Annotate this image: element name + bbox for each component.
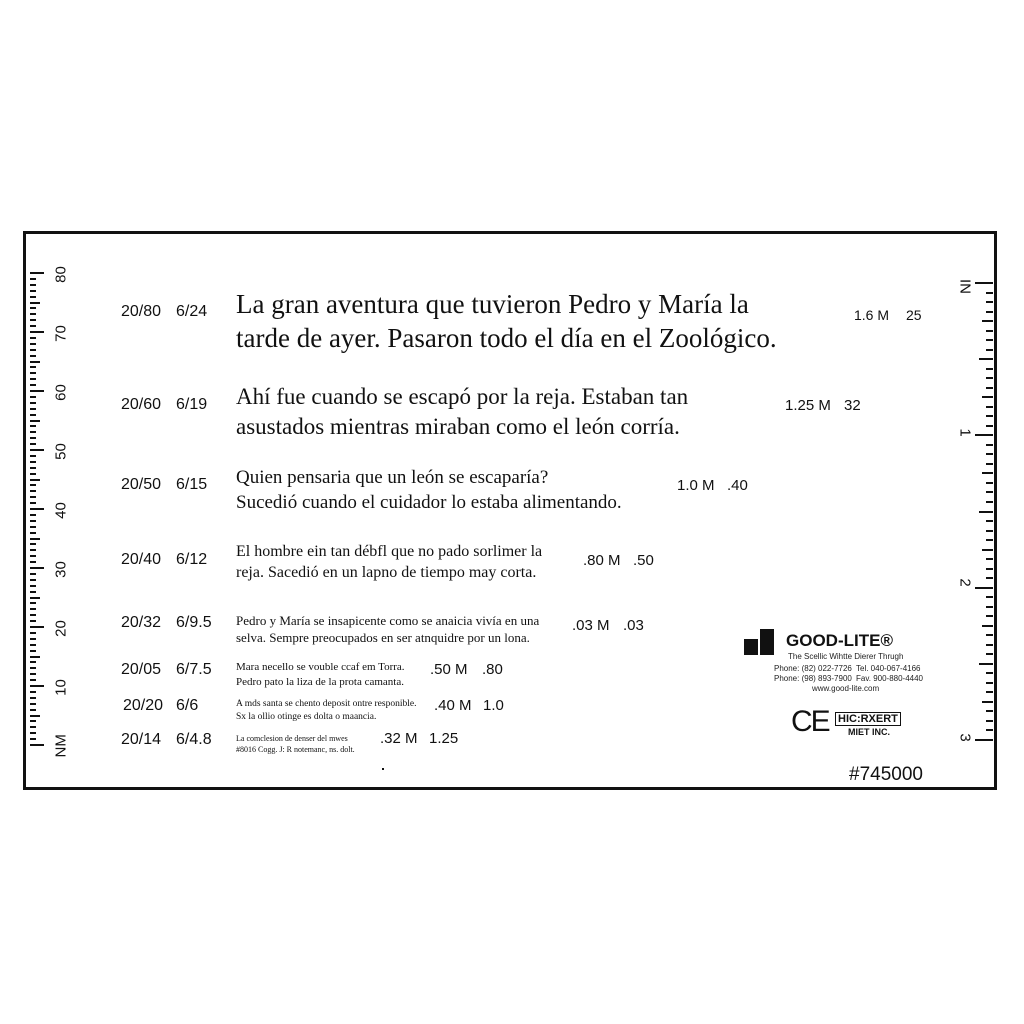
- ruler-tick: [30, 313, 36, 315]
- decimal-value: .03: [623, 617, 644, 634]
- left-ruler-label: 50: [52, 443, 70, 460]
- ruler-tick: [30, 738, 36, 740]
- ruler-tick: [30, 414, 36, 416]
- snellen-value: 20/32: [121, 614, 162, 631]
- ruler-tick: [30, 661, 36, 663]
- ruler-tick: [986, 444, 993, 446]
- ruler-tick: [30, 443, 36, 445]
- ruler-tick: [30, 461, 36, 463]
- m-value: .80 M: [583, 552, 621, 569]
- ruler-tick: [30, 532, 36, 534]
- ruler-tick: [986, 425, 993, 427]
- ruler-tick: [986, 634, 993, 636]
- ruler-tick: [30, 585, 36, 587]
- ruler-tick: [30, 302, 40, 304]
- brand-tagline: The Scellic Wihtte Dierer Thrugh: [788, 652, 904, 661]
- decimal-value: 25: [906, 307, 922, 323]
- metric-value: 6/6: [176, 697, 199, 714]
- left-ruler-label: NM: [52, 734, 70, 758]
- ruler-tick: [986, 720, 993, 722]
- right-ruler-label: 1: [956, 428, 974, 437]
- ruler-tick: [986, 710, 993, 712]
- ruler-tick: [30, 343, 36, 345]
- m-value: .03 M: [572, 617, 610, 634]
- metric-value: 6/24: [176, 303, 208, 320]
- ruler-tick: [30, 396, 36, 398]
- ruler-tick: [986, 482, 993, 484]
- ruler-tick: [30, 709, 36, 711]
- ruler-tick: [982, 396, 993, 398]
- ruler-tick: [30, 644, 36, 646]
- ce-mark: CE: [791, 705, 829, 738]
- logo-mark-icon: [744, 627, 776, 657]
- metric-value: 6/15: [176, 476, 208, 493]
- ruler-tick: [986, 568, 993, 570]
- decimal-value: 32: [844, 397, 861, 414]
- part-number: #745000: [849, 764, 923, 785]
- snellen-value: 20/05: [121, 661, 162, 678]
- left-ruler-label: 80: [52, 266, 70, 283]
- m-value: 1.6 M: [854, 307, 890, 323]
- m-value: 1.25 M: [785, 397, 831, 414]
- ruler-tick: [30, 567, 44, 569]
- ruler-tick: [30, 408, 36, 410]
- ruler-tick: [986, 368, 993, 370]
- cert-mark: HIC:RXERT: [838, 713, 898, 725]
- right-ruler-label: 2: [956, 578, 974, 587]
- snellen-value: 20/40: [121, 551, 162, 568]
- ruler-tick: [30, 366, 36, 368]
- ruler-tick: [986, 453, 993, 455]
- ruler-tick: [986, 520, 993, 522]
- ruler-tick: [982, 472, 993, 474]
- left-ruler-label: 20: [52, 620, 70, 637]
- ruler-tick: [30, 307, 36, 309]
- ruler-tick: [30, 337, 36, 339]
- ruler-tick: [30, 431, 36, 433]
- ruler-tick: [982, 701, 993, 703]
- cert-badge: [835, 712, 901, 726]
- ruler-tick: [30, 715, 40, 717]
- ruler-tick: [982, 549, 993, 551]
- ruler-tick: [30, 390, 44, 392]
- ruler-tick: [30, 549, 36, 551]
- reading-line-2: #8016 Cogg. J: R notemanc, ns. dolt.: [236, 745, 355, 754]
- good-lite-logo: [744, 627, 774, 657]
- brand-name: GOOD-LITE®: [786, 631, 893, 650]
- ruler-tick: [975, 587, 993, 589]
- ruler-tick: [30, 726, 36, 728]
- snellen-value: 20/20: [123, 697, 164, 714]
- ruler-tick: [986, 311, 993, 313]
- ruler-tick: [30, 319, 36, 321]
- ruler-tick: [986, 615, 993, 617]
- ruler-tick: [30, 455, 36, 457]
- ruler-tick: [30, 378, 36, 380]
- reading-line-1: La comclesion de denser del mwes: [236, 734, 348, 743]
- reading-line-2: Sx la ollio otinge es dolta o maancia.: [236, 712, 377, 722]
- ruler-tick: [30, 656, 40, 658]
- ruler-tick: [30, 484, 36, 486]
- snellen-value: 20/14: [121, 731, 162, 748]
- ruler-tick: [986, 349, 993, 351]
- ruler-tick: [986, 644, 993, 646]
- ruler-tick: [30, 538, 40, 540]
- decimal-value: .40: [727, 477, 748, 494]
- ruler-tick: [30, 296, 36, 298]
- ruler-tick: [986, 377, 993, 379]
- ruler-tick: [30, 402, 36, 404]
- ruler-tick: [986, 530, 993, 532]
- snellen-value: 20/80: [121, 303, 162, 320]
- snellen-value: 20/50: [121, 476, 162, 493]
- ruler-tick: [30, 420, 40, 422]
- ruler-tick: [986, 606, 993, 608]
- ruler-tick: [30, 467, 36, 469]
- ruler-tick: [986, 463, 993, 465]
- reading-line-2: Pedro pato la liza de la prota camanta.: [236, 676, 404, 688]
- cert-company: MIET INC.: [848, 727, 890, 737]
- ruler-tick: [30, 437, 36, 439]
- ruler-tick: [30, 679, 36, 681]
- left-ruler: [26, 234, 71, 787]
- metric-value: 6/7.5: [176, 661, 212, 678]
- metric-value: 6/9.5: [176, 614, 212, 631]
- ruler-tick: [30, 614, 36, 616]
- ruler-tick: [30, 372, 36, 374]
- left-ruler-label: 70: [52, 325, 70, 342]
- decimal-value: .80: [482, 661, 503, 678]
- reading-line-1: Pedro y María se insapicente como se anaicia vivía en una: [236, 613, 540, 628]
- fax: Fav. 900-880-4440: [856, 674, 924, 683]
- ruler-tick: [30, 355, 36, 357]
- ruler-tick: [30, 284, 36, 286]
- ruler-tick: [986, 672, 993, 674]
- ruler-tick: [30, 673, 36, 675]
- metric-value: 6/19: [176, 396, 208, 413]
- ruler-tick: [986, 330, 993, 332]
- ruler-tick: [30, 543, 36, 545]
- ruler-tick: [986, 292, 993, 294]
- m-value: 1.0 M: [677, 477, 715, 494]
- ruler-tick: [975, 434, 993, 436]
- ruler-tick: [986, 501, 993, 503]
- left-ruler-label: 40: [52, 502, 70, 519]
- ruler-tick: [30, 520, 36, 522]
- ruler-tick: [30, 349, 36, 351]
- left-ruler-label: 30: [52, 561, 70, 578]
- ruler-tick: [30, 697, 36, 699]
- reading-line-1: A mds santa se chento deposit ontre responible.: [236, 699, 417, 709]
- ruler-tick: [30, 555, 36, 557]
- ruler-tick: [982, 625, 993, 627]
- m-value: .50 M: [430, 661, 468, 678]
- ruler-tick: [986, 558, 993, 560]
- reading-card: [23, 231, 997, 790]
- ruler-tick: [30, 602, 36, 604]
- ruler-tick: [30, 667, 36, 669]
- dot-mark: [382, 768, 384, 770]
- ruler-tick: [30, 608, 36, 610]
- ruler-tick: [30, 632, 36, 634]
- ruler-tick: [30, 526, 36, 528]
- ruler-tick: [30, 290, 36, 292]
- ruler-tick: [30, 626, 44, 628]
- ruler-tick: [986, 577, 993, 579]
- left-ruler-label: 60: [52, 384, 70, 401]
- ruler-tick: [30, 732, 36, 734]
- snellen-value: 20/60: [121, 396, 162, 413]
- ruler-tick: [979, 511, 993, 513]
- ruler-tick: [30, 449, 44, 451]
- ruler-tick: [986, 691, 993, 693]
- ruler-tick: [986, 539, 993, 541]
- left-ruler-label: 10: [52, 679, 70, 696]
- reading-line-1: La gran aventura que tuvieron Pedro y María la: [236, 289, 749, 319]
- ruler-tick: [30, 691, 36, 693]
- website: www.good-lite.com: [812, 684, 880, 693]
- decimal-value: .50: [633, 552, 654, 569]
- ruler-tick: [986, 682, 993, 684]
- ruler-tick: [30, 514, 36, 516]
- ruler-tick: [30, 272, 44, 274]
- ruler-tick: [975, 739, 993, 741]
- metric-value: 6/4.8: [176, 731, 212, 748]
- phone-1: Phone: (82) 022-7726: [774, 664, 852, 673]
- ruler-tick: [30, 650, 36, 652]
- m-value: .32 M: [380, 730, 418, 747]
- ruler-tick: [30, 490, 36, 492]
- reading-line-1: Quien pensaria que un león se escaparía?: [236, 467, 549, 488]
- reading-line-1: El hombre ein tan débfl que no pado sorlimer la: [236, 543, 543, 560]
- ruler-tick: [986, 653, 993, 655]
- decimal-value: 1.25: [429, 730, 459, 747]
- decimal-value: 1.0: [483, 697, 504, 714]
- reading-line-2: tarde de ayer. Pasaron todo el día en el Zoológico.: [236, 323, 777, 353]
- tel: Tel. 040-067-4166: [856, 664, 921, 673]
- ruler-tick: [30, 473, 36, 475]
- ruler-tick: [986, 339, 993, 341]
- ruler-tick: [30, 384, 36, 386]
- metric-value: 6/12: [176, 551, 208, 568]
- ruler-tick: [30, 331, 44, 333]
- ruler-tick: [986, 387, 993, 389]
- ruler-tick: [986, 596, 993, 598]
- reading-line-2: Sucedió cuando el cuidador lo estaba alimentando.: [236, 492, 622, 513]
- reading-line-2: reja. Sacedió en un lapno de tiempo may corta.: [236, 564, 537, 581]
- m-value: .40 M: [434, 697, 472, 714]
- ruler-tick: [30, 620, 36, 622]
- ruler-tick: [975, 282, 993, 284]
- reading-line-1: Ahí fue cuando se escapó por la reja. Estaban tan: [236, 384, 689, 409]
- ruler-tick: [30, 425, 36, 427]
- ruler-tick: [30, 561, 36, 563]
- reading-line-2: selva. Sempre preocupados en ser atnquidre por un lona.: [236, 630, 530, 645]
- ruler-tick: [30, 703, 36, 705]
- ruler-tick: [986, 491, 993, 493]
- ruler-tick: [30, 361, 40, 363]
- ruler-tick: [979, 663, 993, 665]
- ruler-tick: [30, 591, 36, 593]
- ruler-tick: [30, 685, 44, 687]
- ruler-tick: [30, 278, 36, 280]
- ruler-tick: [30, 638, 36, 640]
- ruler-tick: [982, 320, 993, 322]
- ruler-tick: [30, 508, 44, 510]
- ruler-tick: [986, 415, 993, 417]
- reading-line-2: asustados mientras miraban como el león corría.: [236, 414, 680, 439]
- ruler-tick: [30, 573, 36, 575]
- ruler-tick: [30, 744, 44, 746]
- ruler-tick: [979, 358, 993, 360]
- ruler-tick: [30, 579, 36, 581]
- ruler-tick: [986, 301, 993, 303]
- ruler-tick: [986, 729, 993, 731]
- ruler-tick: [30, 720, 36, 722]
- phone-2: Phone: (98) 893-7900: [774, 674, 852, 683]
- ruler-tick: [30, 496, 36, 498]
- ruler-tick: [30, 597, 40, 599]
- ruler-tick: [986, 406, 993, 408]
- right-ruler: [946, 234, 997, 787]
- right-ruler-label: IN: [956, 279, 974, 294]
- reading-line-1: Mara necello se vouble ccaf em Torra.: [236, 661, 405, 673]
- ruler-tick: [30, 479, 40, 481]
- ruler-tick: [30, 502, 36, 504]
- right-ruler-label: 3: [956, 733, 974, 742]
- ruler-tick: [30, 325, 36, 327]
